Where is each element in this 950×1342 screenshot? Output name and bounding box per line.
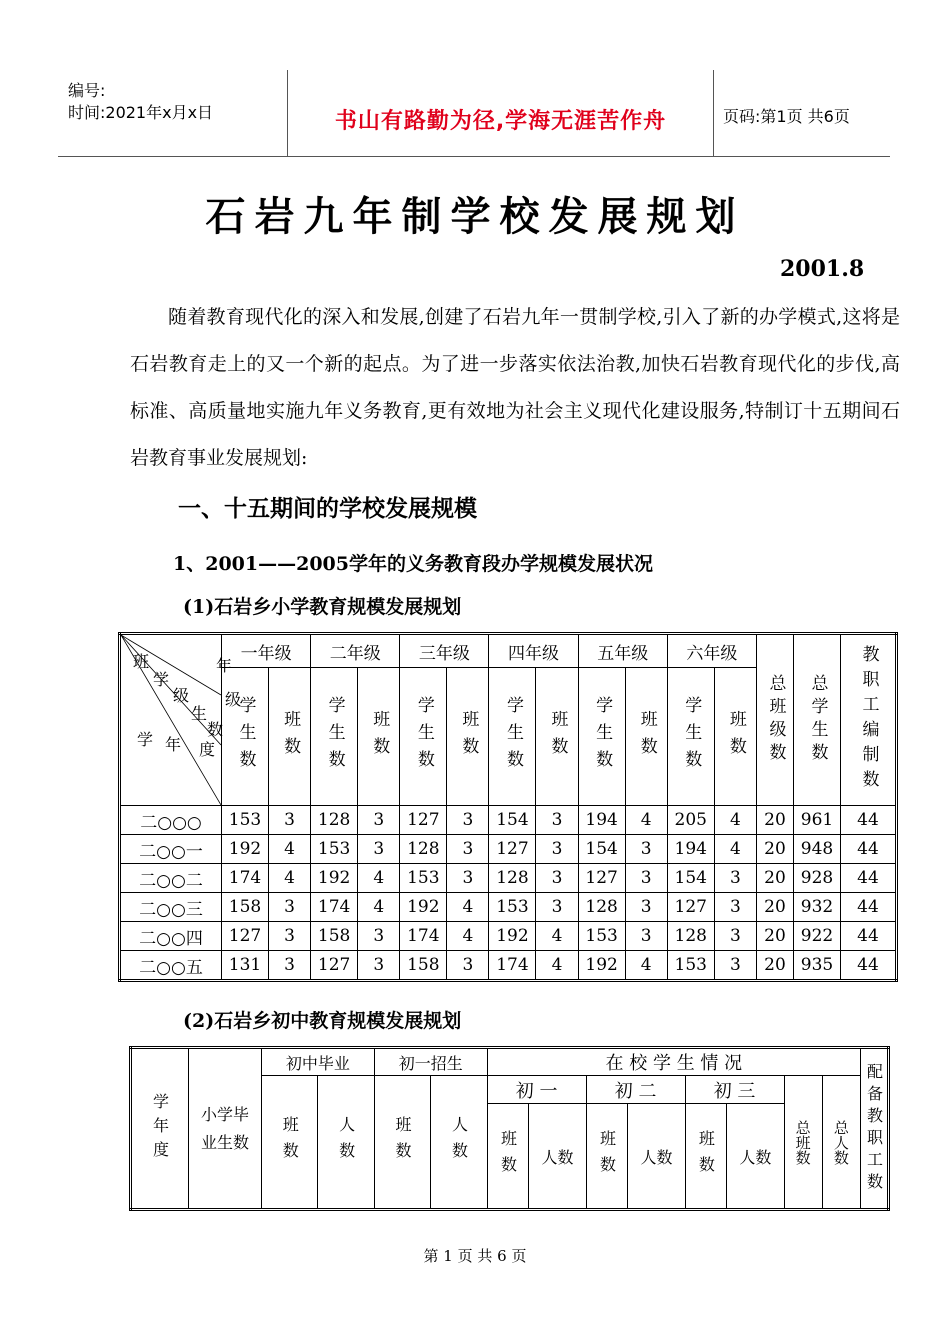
value-cell: 4	[269, 864, 311, 893]
primary-table-body	[120, 806, 897, 981]
year-header: 学年度	[131, 1048, 189, 1210]
value-cell: 4	[625, 951, 667, 981]
value-cell: 153	[667, 951, 714, 981]
diag-label: 生	[191, 704, 208, 723]
value-cell: 3	[358, 922, 400, 951]
people-header: 人数	[318, 1076, 374, 1210]
header-motto: 书山有路勤为径,学海无涯苦作舟	[334, 109, 667, 134]
value-cell: 4	[447, 893, 489, 922]
students-header: 学生数	[400, 668, 447, 806]
people-header: 人数	[529, 1104, 586, 1210]
doc-date: 2001.8	[780, 256, 865, 282]
value-cell: 4	[714, 806, 756, 835]
value-cell: 3	[447, 835, 489, 864]
diag-label: 班	[133, 652, 150, 671]
value-cell: 3	[714, 893, 756, 922]
table2-caption: (2)石岩乡初中教育规模发展规划	[183, 1010, 462, 1032]
value-cell: 948	[794, 835, 841, 864]
value-cell: 3	[358, 806, 400, 835]
value-cell: 3	[625, 893, 667, 922]
grade-header: 四年级	[489, 634, 578, 668]
year-cell: 二○○五	[120, 951, 222, 981]
total-people-header: 总人数	[822, 1076, 860, 1210]
value-cell: 174	[311, 893, 358, 922]
value-cell: 3	[269, 806, 311, 835]
total-students-header: 总学生数	[794, 634, 841, 806]
people-header: 人数	[431, 1076, 487, 1210]
in-school-header: 在 校 学 生 情 况	[487, 1048, 860, 1076]
diagonal-header	[120, 634, 242, 806]
diag-label: 级	[225, 690, 242, 709]
classes-header: 班数	[714, 668, 756, 806]
value-cell: 127	[667, 893, 714, 922]
year-cell: 二○○三	[120, 893, 222, 922]
value-cell: 158	[222, 893, 269, 922]
value-cell: 192	[489, 922, 536, 951]
grade3-header: 初 三	[685, 1076, 784, 1104]
value-cell: 174	[489, 951, 536, 981]
value-cell: 153	[578, 922, 625, 951]
value-cell: 932	[794, 893, 841, 922]
enroll-header: 初一招生	[374, 1048, 487, 1076]
classes-header: 班数	[358, 668, 400, 806]
value-cell: 3	[269, 893, 311, 922]
header-time: 时间:2021年x月x日	[68, 103, 214, 122]
value-cell: 44	[841, 893, 897, 922]
value-cell: 3	[269, 951, 311, 981]
table-row	[120, 893, 897, 922]
grade2-header: 初 二	[586, 1076, 685, 1104]
section-heading: 一、十五期间的学校发展规模	[178, 496, 477, 522]
grade-header: 五年级	[578, 634, 667, 668]
value-cell: 922	[794, 922, 841, 951]
value-cell: 4	[358, 864, 400, 893]
total-classes-header: 总班数	[784, 1076, 822, 1210]
people-header: 人数	[727, 1104, 784, 1210]
classes-header: 班数	[536, 668, 578, 806]
junior-school-table	[129, 1046, 890, 1211]
students-header: 学生数	[311, 668, 358, 806]
grade-header: 三年级	[400, 634, 489, 668]
value-cell: 3	[447, 864, 489, 893]
header-number: 编号:	[68, 81, 106, 100]
students-header: 学生数	[489, 668, 536, 806]
value-cell: 128	[400, 835, 447, 864]
value-cell: 127	[489, 835, 536, 864]
year-cell: 二○○四	[120, 922, 222, 951]
value-cell: 3	[536, 835, 578, 864]
diag-label: 度	[199, 740, 216, 759]
diag-label: 级	[173, 686, 190, 705]
value-cell: 20	[757, 893, 794, 922]
value-cell: 127	[400, 806, 447, 835]
value-cell: 154	[489, 806, 536, 835]
classes-header: 班数	[625, 668, 667, 806]
value-cell: 174	[222, 864, 269, 893]
diag-label: 学	[153, 670, 170, 689]
grade-header: 一年级	[222, 634, 311, 668]
value-cell: 44	[841, 835, 897, 864]
header-page: 页码:第1页 共6页	[723, 107, 850, 126]
value-cell: 20	[757, 922, 794, 951]
table-row	[120, 922, 897, 951]
year-cell: 二○○一	[120, 835, 222, 864]
value-cell: 3	[447, 806, 489, 835]
classes-header: 班数	[685, 1104, 727, 1210]
classes-header: 班数	[447, 668, 489, 806]
value-cell: 4	[536, 951, 578, 981]
value-cell: 154	[667, 864, 714, 893]
table-row	[120, 806, 897, 835]
value-cell: 3	[536, 806, 578, 835]
table1-caption: (1)石岩乡小学教育规模发展规划	[183, 596, 462, 618]
diag-label: 年	[216, 656, 233, 675]
staff-header: 教职工编制数	[841, 634, 897, 806]
value-cell: 3	[625, 922, 667, 951]
value-cell: 128	[489, 864, 536, 893]
value-cell: 153	[222, 806, 269, 835]
subsection-heading: 1、2001——2005学年的义务教育段办学规模发展状况	[173, 553, 653, 575]
value-cell: 935	[794, 951, 841, 981]
value-cell: 3	[358, 951, 400, 981]
value-cell: 192	[578, 951, 625, 981]
students-header: 学生数	[578, 668, 625, 806]
primary-grads-header: 小学毕业生数	[189, 1048, 262, 1210]
classes-header: 班数	[374, 1076, 430, 1210]
value-cell: 205	[667, 806, 714, 835]
value-cell: 128	[667, 922, 714, 951]
value-cell: 131	[222, 951, 269, 981]
value-cell: 3	[625, 864, 667, 893]
students-header: 学生数	[222, 668, 269, 806]
value-cell: 44	[841, 864, 897, 893]
year-cell: 二○○二	[120, 864, 222, 893]
value-cell: 153	[311, 835, 358, 864]
primary-school-table	[118, 632, 898, 982]
junior-grads-header: 初中毕业	[262, 1048, 375, 1076]
value-cell: 3	[269, 922, 311, 951]
value-cell: 153	[489, 893, 536, 922]
staff-header: 配备教职工数	[861, 1048, 889, 1210]
value-cell: 127	[222, 922, 269, 951]
value-cell: 127	[578, 864, 625, 893]
page-header	[58, 70, 890, 157]
classes-header: 班数	[586, 1104, 628, 1210]
total-classes-header: 总班级数	[757, 634, 794, 806]
diag-label: 年	[165, 735, 182, 754]
diag-label: 数	[207, 720, 224, 739]
value-cell: 961	[794, 806, 841, 835]
intro-paragraph: 随着教育现代化的深入和发展,创建了石岩九年一贯制学校,引入了新的办学模式,这将是石岩教育走上的又一个新的起点。为了进一步落实依法治教,加快石岩教育现代化的步伐,高标准、高质量地实施九年义务教育,更有效地为社会主义现代化建设服务,特制订十五期间石岩教育事业发展规划:	[130, 306, 900, 469]
grade1-header: 初 一	[487, 1076, 586, 1104]
value-cell: 3	[536, 864, 578, 893]
value-cell: 192	[400, 893, 447, 922]
value-cell: 4	[447, 922, 489, 951]
value-cell: 928	[794, 864, 841, 893]
value-cell: 154	[578, 835, 625, 864]
page-footer: 第 1 页 共 6 页	[423, 1247, 527, 1265]
header-divider	[713, 70, 714, 156]
value-cell: 127	[311, 951, 358, 981]
value-cell: 194	[578, 806, 625, 835]
value-cell: 3	[358, 835, 400, 864]
value-cell: 20	[757, 835, 794, 864]
header-meta	[68, 80, 213, 124]
value-cell: 44	[841, 922, 897, 951]
value-cell: 192	[311, 864, 358, 893]
value-cell: 4	[625, 806, 667, 835]
value-cell: 153	[400, 864, 447, 893]
value-cell: 3	[714, 922, 756, 951]
value-cell: 20	[757, 806, 794, 835]
value-cell: 4	[714, 835, 756, 864]
value-cell: 3	[625, 835, 667, 864]
people-header: 人数	[628, 1104, 685, 1210]
value-cell: 128	[311, 806, 358, 835]
students-header: 学生数	[667, 668, 714, 806]
value-cell: 128	[578, 893, 625, 922]
table-row	[120, 951, 897, 981]
table-row	[120, 864, 897, 893]
value-cell: 3	[536, 893, 578, 922]
year-cell: 二○○○	[120, 806, 222, 835]
grade-header: 二年级	[311, 634, 400, 668]
value-cell: 158	[311, 922, 358, 951]
classes-header: 班数	[487, 1104, 529, 1210]
value-cell: 4	[358, 893, 400, 922]
value-cell: 158	[400, 951, 447, 981]
value-cell: 44	[841, 951, 897, 981]
table-row	[120, 835, 897, 864]
value-cell: 4	[269, 835, 311, 864]
classes-header: 班数	[269, 668, 311, 806]
value-cell: 3	[447, 951, 489, 981]
value-cell: 20	[757, 951, 794, 981]
grade-header: 六年级	[667, 634, 756, 668]
classes-header: 班数	[262, 1076, 318, 1210]
value-cell: 3	[714, 864, 756, 893]
diag-label: 学	[137, 730, 154, 749]
value-cell: 20	[757, 864, 794, 893]
value-cell: 192	[222, 835, 269, 864]
value-cell: 194	[667, 835, 714, 864]
doc-title: 石岩九年制学校发展规划	[205, 194, 745, 240]
value-cell: 44	[841, 806, 897, 835]
value-cell: 4	[536, 922, 578, 951]
value-cell: 3	[714, 951, 756, 981]
value-cell: 174	[400, 922, 447, 951]
